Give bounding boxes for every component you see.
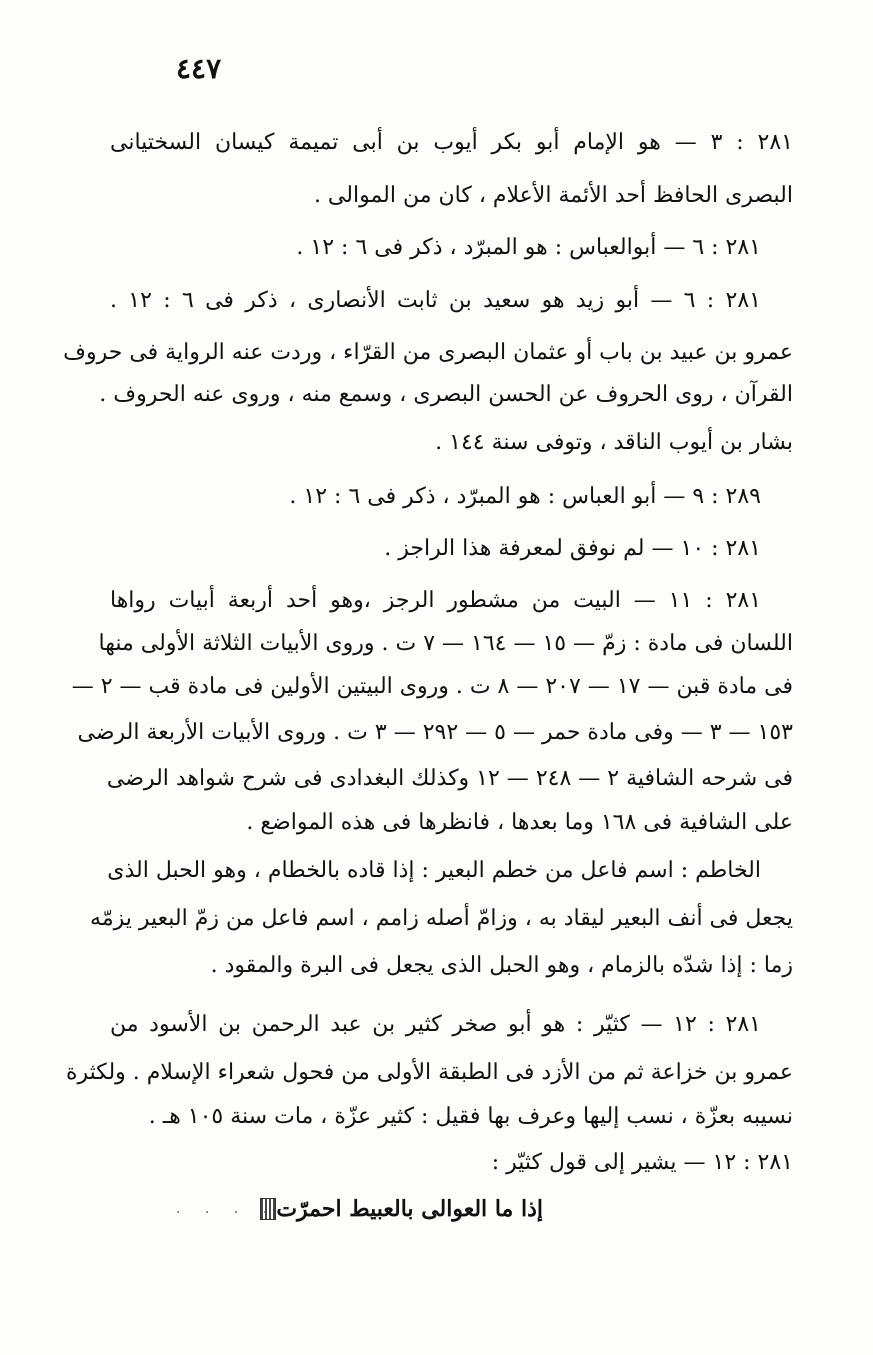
text-line: ٢٨١ : ١١ — البيت من مشطور الرجز ،وهو أحد أربعة أبيات رواها: [110, 588, 762, 613]
text-line: الخاطم : اسم فاعل من خطم البعير : إذا قاده بالخطام ، وهو الحبل الذى: [107, 858, 761, 883]
text-line: ٢٨٩ : ٩ — أبو العباس : هو المبرّد ، ذكر فى ٦ : ١٢ .: [289, 484, 761, 509]
text-line: ٢٨١ : ٦ — أبوالعباس : هو المبرّد ، ذكر فى ٦ : ١٢ .: [296, 235, 761, 260]
text-line: نسيبه بعزّة ، نسب إليها وعرف بها فقيل : كثير عزّة ، مات سنة ١٠٥ هـ .: [148, 1104, 793, 1129]
text-line: ٢٨١ : ١٠ — لم نوفق لمعرفة هذا الراجز .: [384, 536, 761, 561]
text-line: عمرو بن عبيد بن باب أو عثمان البصرى من القرّاء ، وردت عنه الرواية فى حروف: [63, 340, 793, 365]
text-line: ١٥٣ — ٣ — وفى مادة حمر — ٥ — ٢٩٢ — ٣ ت . وروى الأبيات الأربعة الرضى: [77, 720, 793, 745]
text-line: ٢٨١ : ٦ — أبو زيد هو سعيد بن ثابت الأنصارى ، ذكر فى ٦ : ١٢ .: [110, 288, 761, 313]
verse-line: إذا ما العوالى بالعبيط احمرّت: [276, 1196, 543, 1222]
text-line: على الشافية فى ١٦٨ وما بعدها ، فانظرها فى هذه المواضع .: [246, 810, 793, 835]
text-line: اللسان فى مادة : زمّ — ١٥ — ١٦٤ — ٧ ت . وروى الأبيات الثلاثة الأولى منها: [98, 631, 793, 656]
text-line: ٢٨١ : ١٢ — كثيّر : هو أبو صخر كثير بن عبد الرحمن بن الأسود من: [110, 1012, 761, 1037]
text-line: عمرو بن خزاعة ثم من الأزد فى الطبقة الأولى من فحول شعراء الإسلام . ولكثرة: [66, 1060, 793, 1085]
text-line: القرآن ، روى الحروف عن الحسن البصرى ، وسمع منه ، وروى عنه الحروف .: [99, 382, 793, 407]
text-line: ٢٨١ : ٣ — هو الإمام أبو بكر أيوب بن أبى تميمة كيسان السختيانى: [110, 130, 793, 155]
text-line: بشار بن أيوب الناقد ، وتوفى سنة ١٤٤ .: [435, 430, 793, 455]
ellipsis-dots: · · · ·: [176, 1205, 278, 1221]
text-line: ٢٨١ : ١٢ — يشير إلى قول كثيّر :: [491, 1150, 793, 1175]
text-line: يجعل فى أنف البعير ليقاد به ، وزامّ أصله زامم ، اسم فاعل من زمّ البعير يزمّه: [90, 906, 793, 931]
text-line: فى شرحه الشافية ٢ — ٢٤٨ — ١٢ وكذلك البغدادى فى شرح شواهد الرضى: [106, 766, 793, 791]
page-number: ٤٤٧: [176, 52, 222, 85]
text-line: فى مادة قبن — ١٧ — ٢٠٧ — ٨ ت . وروى البيتين الأولين فى مادة قب — ٢ —: [71, 674, 793, 699]
text-line: البصرى الحافظ أحد الأئمة الأعلام ، كان من الموالى .: [313, 183, 793, 208]
text-line: زما : إذا شدّه بالزمام ، وهو الحبل الذى يجعل فى البرة والمقود .: [210, 953, 793, 978]
